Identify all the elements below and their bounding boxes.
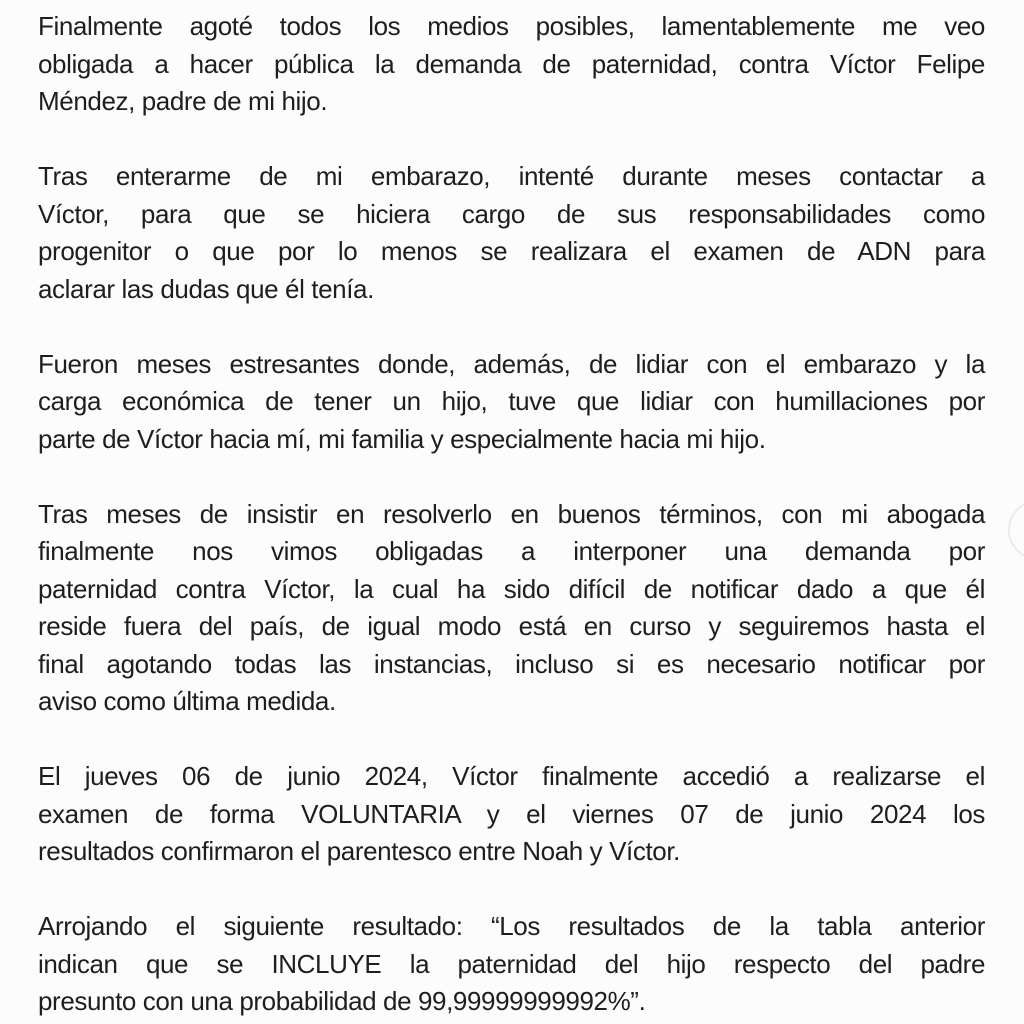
text-line: carga económica de tener un hijo, tuve que lidiar con humillaciones por (38, 386, 985, 416)
text-line: indican que se INCLUYE la paternidad del hijo respecto del padre (38, 948, 985, 979)
paragraph (38, 8, 985, 121)
text-line: aclarar las dudas que él tenía. (38, 273, 374, 304)
text-line: aviso como última medida. (38, 686, 336, 716)
text-line: El jueves 06 de junio 2024, Víctor finalmente accedió a realizarse el (38, 761, 985, 791)
text-line: Víctor, para que se hiciera cargo de sus responsabilidades como (38, 198, 985, 229)
text-line: Méndez, padre de mi hijo. (38, 86, 328, 116)
text-line: paternidad contra Víctor, la cual ha sido difícil de notificar dado a que él (38, 573, 985, 604)
text-line: Tras enterarme de mi embarazo, intenté durante meses contactar a (38, 161, 985, 191)
paragraph (38, 496, 985, 721)
text-line: examen de forma VOLUNTARIA y el viernes 07 de junio 2024 los (38, 798, 985, 829)
text-line: progenitor o que por lo menos se realizara el examen de ADN para (38, 236, 985, 266)
paragraph (38, 158, 985, 308)
statement-text (38, 8, 985, 1021)
text-line: reside fuera del país, de igual modo está en curso y seguiremos hasta el (38, 611, 985, 641)
text-line: finalmente nos vimos obligadas a interponer una demanda por (38, 536, 985, 566)
text-line: resultados confirmaron el parentesco entre Noah y Víctor. (38, 836, 680, 866)
text-line: Tras meses de insistir en resolverlo en buenos términos, con mi abogada (38, 498, 985, 529)
paragraph (38, 346, 985, 459)
text-line: Finalmente agoté todos los medios posibles, lamentablemente me veo (38, 11, 985, 41)
paragraph (38, 758, 985, 871)
text-line: Arrojando el siguiente resultado: “Los resultados de la tabla anterior (38, 911, 985, 941)
paragraph (38, 908, 985, 1021)
text-line: Fueron meses estresantes donde, además, de lidiar con el embarazo y la (38, 348, 985, 379)
text-line: obligada a hacer pública la demanda de paternidad, contra Víctor Felipe (38, 48, 985, 79)
text-line: presunto con una probabilidad de 99,99999999992%”. (38, 986, 646, 1016)
text-line: final agotando todas las instancias, incluso si es necesario notificar por (38, 648, 985, 679)
partial-circle-decoration (1008, 500, 1024, 560)
text-line: parte de Víctor hacia mí, mi familia y especialmente hacia mi hijo. (38, 423, 766, 454)
